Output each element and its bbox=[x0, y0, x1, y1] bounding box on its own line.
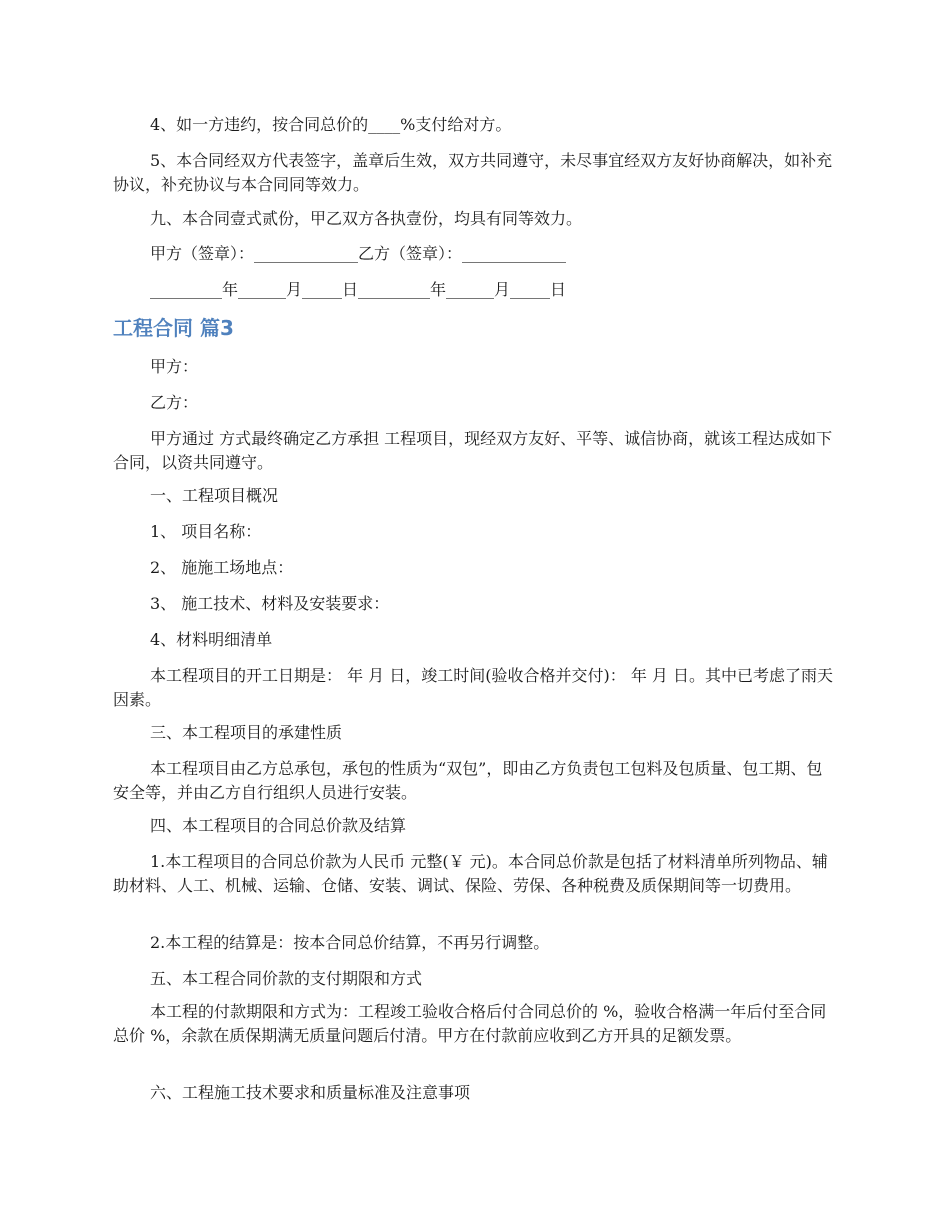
paragraph-price: 1.本工程项目的合同总价款为人民币 元整(￥ 元)。本合同总价款是包括了材料清单所列物品、辅助材料、人工、机械、运输、仓储、安装、调试、保险、劳保、各种税费及质保期间等一切费用。 bbox=[113, 852, 828, 895]
list-item-requirements: 3、 施工技术、材料及安装要求： bbox=[150, 594, 390, 613]
party-a-line: 甲方： bbox=[150, 357, 199, 376]
date-line: _________年______月_____日_________年______月_____日 bbox=[150, 280, 567, 299]
section-title-payment: 五、本工程合同价款的支付期限和方式 bbox=[150, 969, 423, 988]
section-title-nature: 三、本工程项目的承建性质 bbox=[150, 723, 343, 742]
section-title-technical: 六、工程施工技术要求和质量标准及注意事项 bbox=[150, 1083, 471, 1102]
paragraph-copies-clause: 九、本合同壹式贰份，甲乙双方各执壹份，均具有同等效力。 bbox=[150, 209, 583, 228]
paragraph-breach-clause: 4、如一方违约，按合同总价的____%支付给对方。 bbox=[150, 115, 512, 134]
section-title-overview: 一、工程项目概况 bbox=[150, 486, 279, 505]
paragraph-settlement: 2.本工程的结算是：按本合同总价结算，不再另行调整。 bbox=[150, 933, 550, 952]
signature-line: 甲方（签章）：_____________乙方（签章）：_____________ bbox=[150, 244, 567, 263]
party-b-line: 乙方： bbox=[150, 393, 199, 412]
paragraph-effective-clause: 5、本合同经双方代表签字，盖章后生效，双方共同遵守，未尽事宜经双方友好协商解决，如补充协议，补充协议与本合同同等效力。 bbox=[113, 151, 833, 194]
section-heading: 工程合同 篇3 bbox=[113, 316, 234, 340]
paragraph-dates: 本工程项目的开工日期是： 年 月 日，竣工时间(验收合格并交付)： 年 月 日。其中已考虑了雨天因素。 bbox=[113, 666, 834, 709]
section-title-price: 四、本工程项目的合同总价款及结算 bbox=[150, 816, 407, 835]
list-item-site-location: 2、 施施工场地点： bbox=[150, 558, 294, 577]
list-item-materials: 4、材料明细清单 bbox=[150, 630, 273, 649]
list-item-project-name: 1、 项目名称： bbox=[150, 522, 262, 541]
paragraph-payment: 本工程的付款期限和方式为：工程竣工验收合格后付合同总价的 %，验收合格满一年后付至合同总价 %，余款在质保期满无质量问题后付清。甲方在付款前应收到乙方开具的足额发票。 bbox=[113, 1002, 827, 1045]
paragraph-intro: 甲方通过 方式最终确定乙方承担 工程项目，现经双方友好、平等、诚信协商，就该工程达成如下合同，以资共同遵守。 bbox=[113, 429, 833, 472]
paragraph-nature: 本工程项目由乙方总承包，承包的性质为“双包”，即由乙方负责包工包料及包质量、包工期、包安全等，并由乙方自行组织人员进行安装。 bbox=[113, 759, 823, 802]
